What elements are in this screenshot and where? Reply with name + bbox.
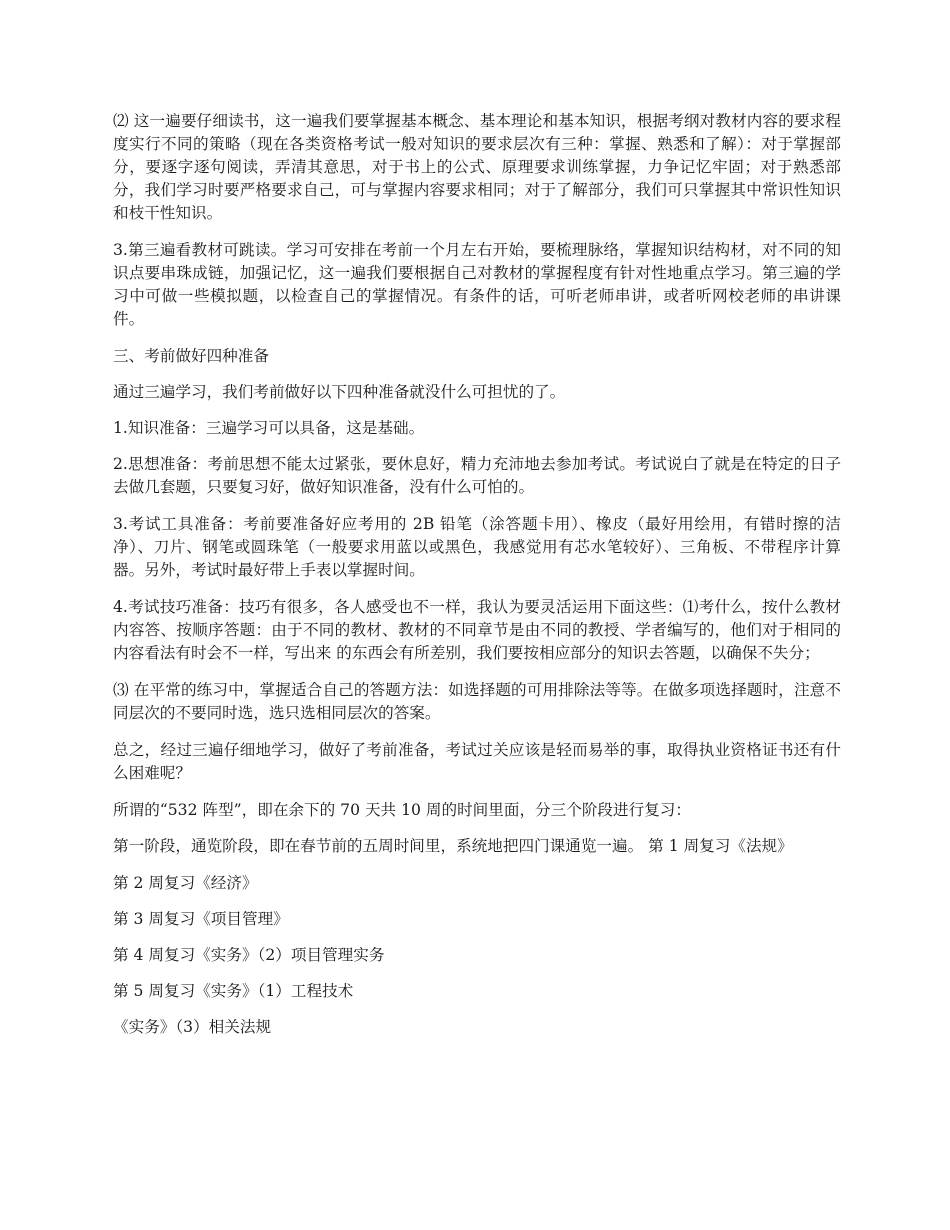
paragraph-intro-preparations: 通过三遍学习，我们考前做好以下四种准备就没什么可担忧的了。 bbox=[113, 383, 566, 401]
list-item-week-4: 第 4 周复习《实务》（2）项目管理实务 bbox=[113, 946, 385, 964]
paragraph-phase-one: 第一阶段，通览阶段，即在春节前的五周时间里，系统地把四门课通览一遍。 第 1 周复习《法规》 bbox=[113, 837, 793, 855]
paragraph-mental-prep: 2.思想准备：考前思想不能太过紧张，要休息好，精力充沛地去参加考试。考试说白了就是在特定的日子去做几套题，只要复习好，做好知识准备，没有什么可怕的。 bbox=[113, 455, 841, 496]
paragraph-answer-method: ⑶ 在平常的练习中，掌握适合自己的答题方法：如选择题的可用排除法等等。在做多项选择题时，注意不同层次的不要同时选，选只选相同层次的答案。 bbox=[113, 681, 841, 722]
list-item-week-2: 第 2 周复习《经济》 bbox=[113, 874, 258, 892]
section-heading-four-preparations: 三、考前做好四种准备 bbox=[113, 347, 269, 365]
paragraph-technique-prep: 4.考试技巧准备：技巧有很多，各人感受也不一样，我认为要灵活运用下面这些：⑴考什么，按什么教材内容答、按顺序答题：由于不同的教材、教材的不同章节是由不同的教授、学者编写的，他们对于相同的内容看法有时会不一样，写出来 的东西会有所差别，我们要按相应部分的知识去答题，以确保不失分； bbox=[113, 598, 841, 662]
paragraph-conclusion: 总之，经过三遍仔细地学习，做好了考前准备，考试过关应该是轻而易举的事，取得执业资格证书还有什么困难呢？ bbox=[113, 741, 841, 782]
paragraph-careful-reading: ⑵ 这一遍要仔细读书，这一遍我们要掌握基本概念、基本理论和基本知识，根据考纲对教材内容的要求程度实行不同的策略（现在各类资格考试一般对知识的要求层次有三种：掌握、熟悉和了解）：对于掌握部分，要逐字逐句阅读，弄清其意思，对于书上的公式、原理要求训练掌握，力争记忆牢固；对于熟悉部分，我们学习时要严格要求自己，可与掌握内容要求相同；对于了解部分，我们可只掌握其中常识性知识和枝干性知识。 bbox=[113, 112, 841, 222]
paragraph-532-formation: 所谓的“532 阵型”，即在余下的 70 天共 10 周的时间里面，分三个阶段进行复习： bbox=[113, 801, 691, 819]
paragraph-tools-prep: 3.考试工具准备：考前要准备好应考用的 2B 铅笔（涂答题卡用）、橡皮（最好用绘用，有错时擦的洁净）、刀片、钢笔或圆珠笔（一般要求用蓝以或黑色，我感觉用有芯水笔较好）、三角板、不带程序计算器。另外，考试时最好带上手表以掌握时间。 bbox=[113, 515, 841, 579]
list-item-week-5: 第 5 周复习《实务》（1）工程技术 bbox=[113, 982, 354, 1000]
list-item-week-3: 第 3 周复习《项目管理》 bbox=[113, 910, 289, 928]
paragraph-knowledge-prep: 1.知识准备：三遍学习可以具备，这是基础。 bbox=[113, 419, 425, 437]
list-item-related-regulations: 《实务》（3）相关法规 bbox=[113, 1018, 272, 1036]
paragraph-third-pass: 3.第三遍看教材可跳读。学习可安排在考前一个月左右开始，要梳理脉络，掌握知识结构材，对不同的知识点要串珠成链，加强记忆，这一遍我们要根据自己对教材的掌握程度有针对性地重点学习。第三遍的学习中可做一些模拟题，以检查自己的掌握情况。有条件的话，可听老师串讲，或者听网校老师的串讲课件。 bbox=[113, 241, 841, 328]
document-body bbox=[113, 110, 841, 1052]
